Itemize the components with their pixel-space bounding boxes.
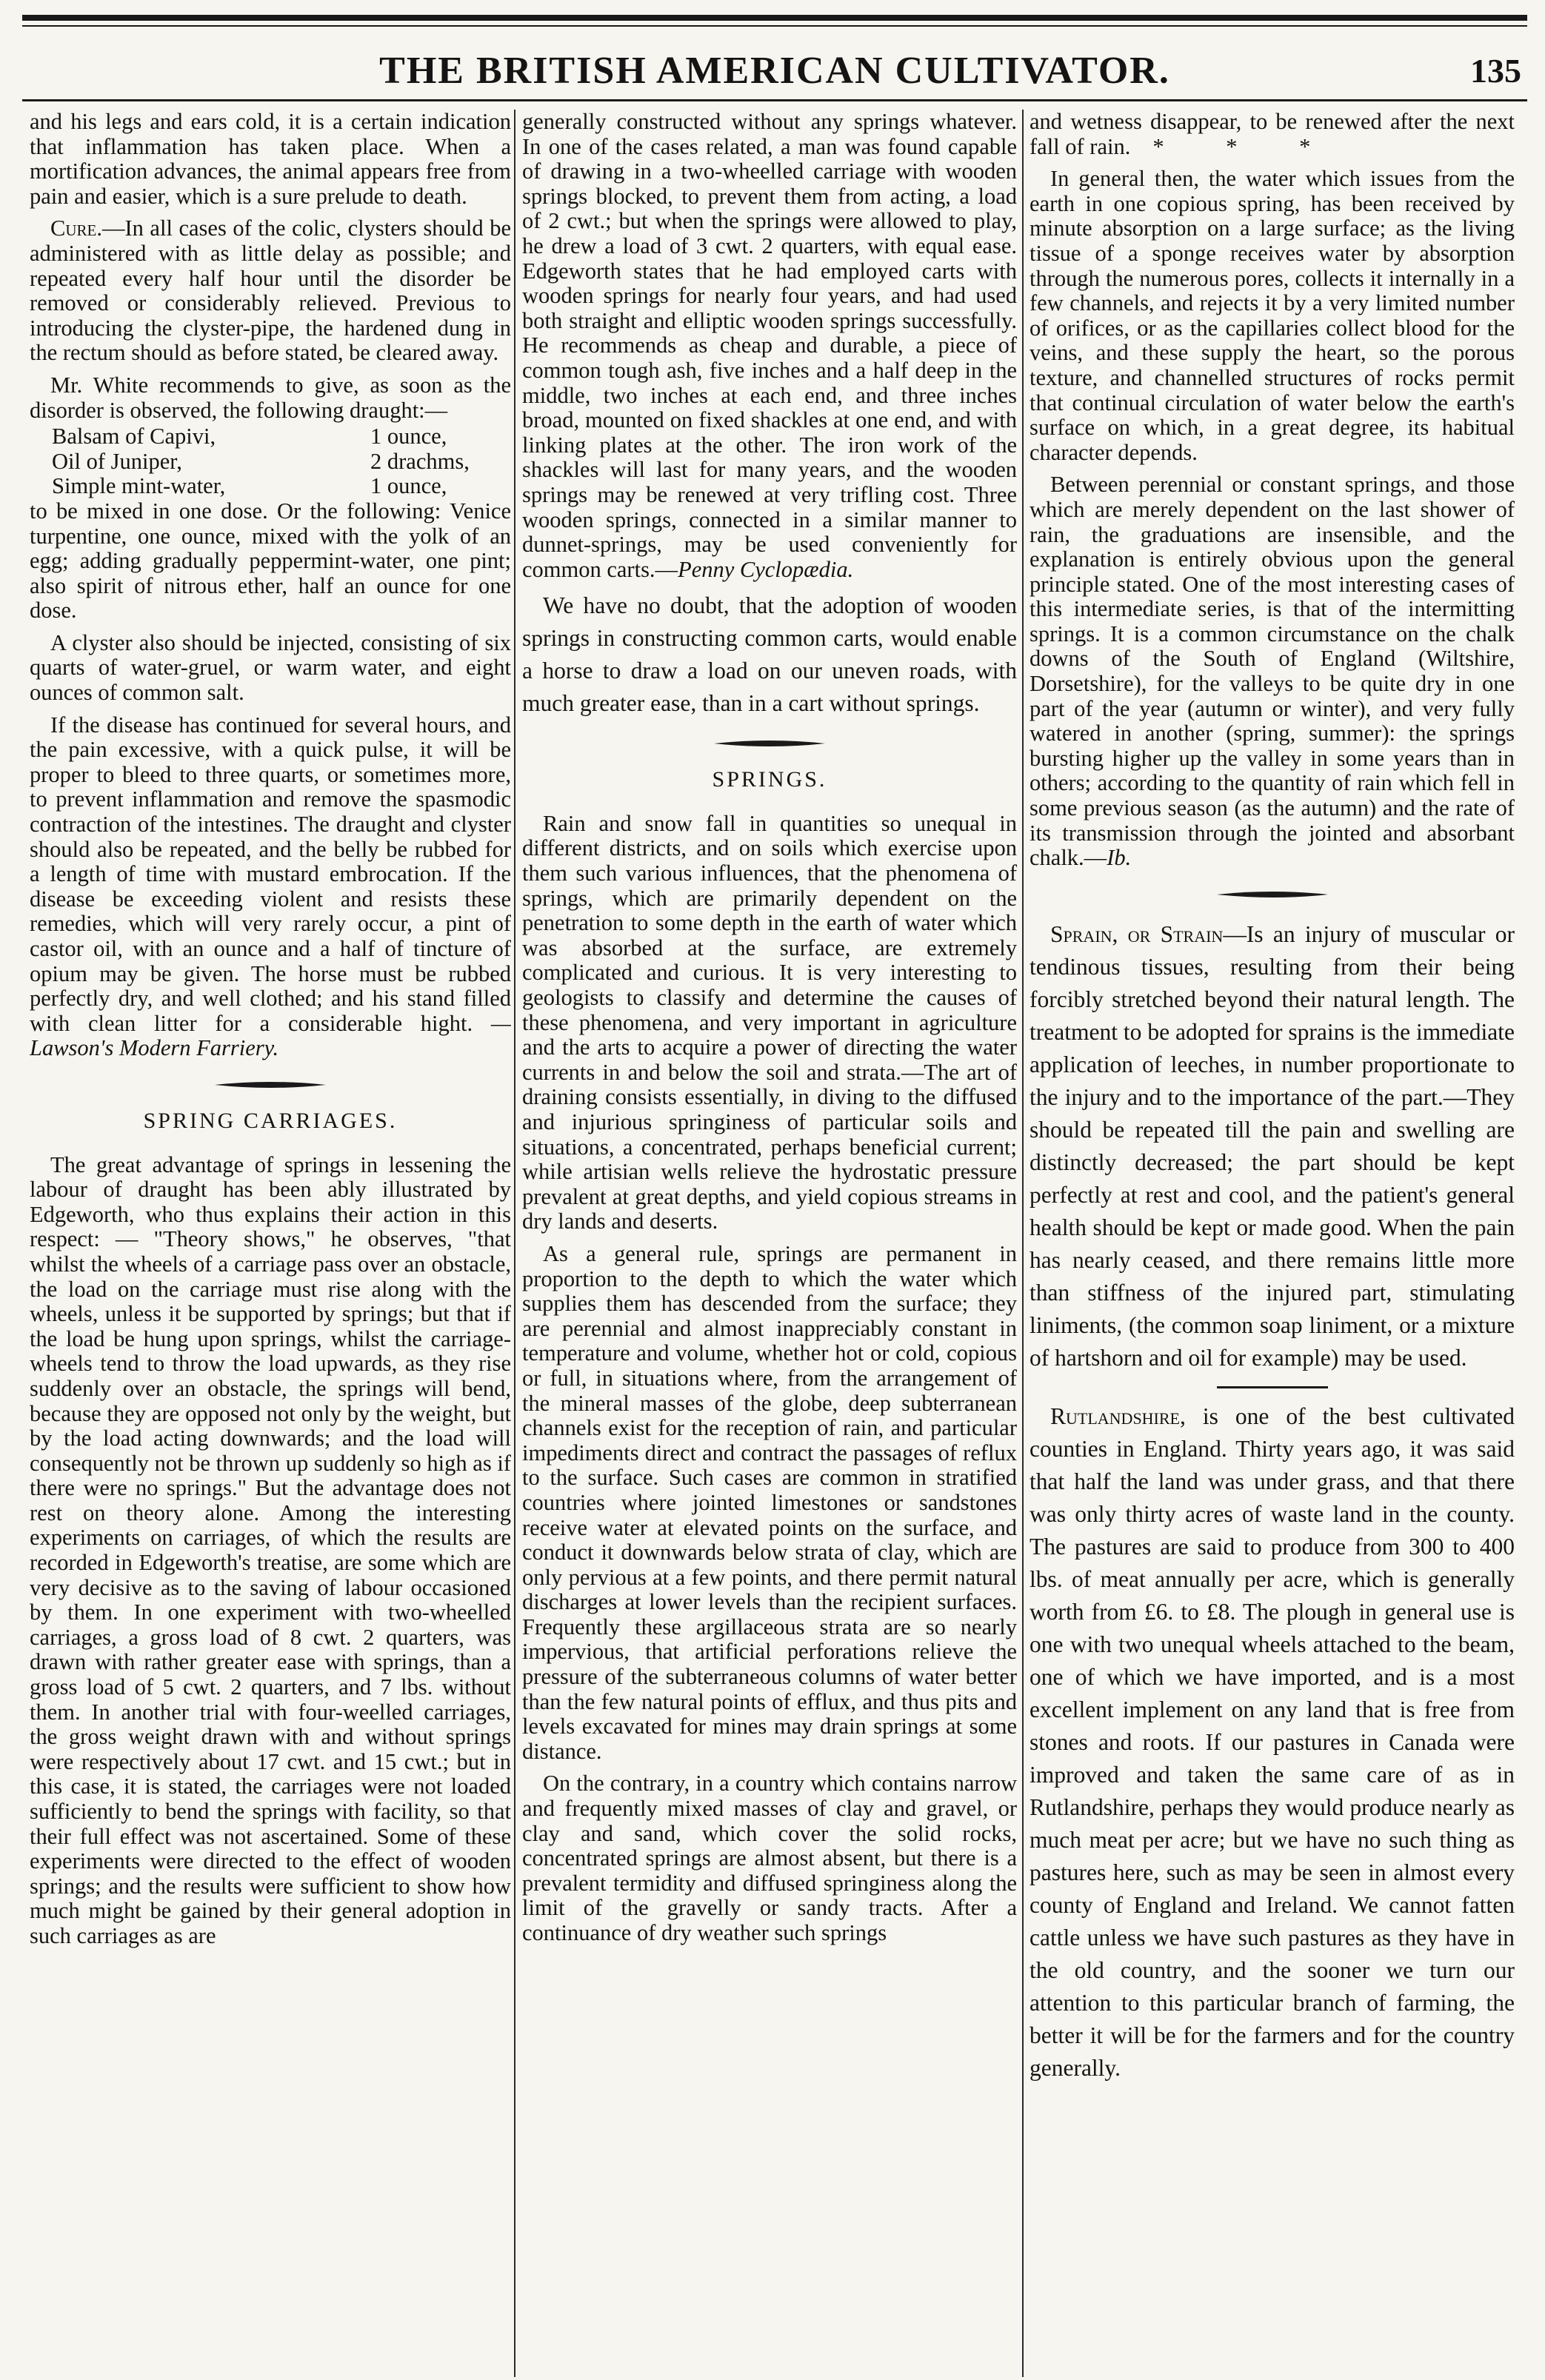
springs-general-rule-paragraph: As a general rule, springs are permanent in proportion to the depth to which the water which supplies them has descended from the surface; they are perennial and almost inappreciably constant in temperature and volume, whether hot or cold, copious or full, in situations where, from the arrangement of the mineral masses of the globe, deep subterranean channels exist for the reception of rain, and particular impediments direct and contract the passages of reflux to the surface. Such cases are common in stratified countries where jointed limestones or sandstones receive water at elevated points on the surface, and conduct it downwards below strata of clay, which are only pervious at a few points, and there permit natural discharges at lower levels than the recipient surfaces. Frequently these argillaceous strata are so nearly impervious, that artificial perforations relieve the pressure of the subterraneous columns of water better than the few natural points of efflux, and thus pits and levels excavated for mines may drain springs at some distance. <box>522 1240 1017 1764</box>
bleeding-text: If the disease has continued for several hours, and the pain excessive, with a quick pulse, it will be proper to bleed to three quarts, or sometimes more, to prevent inflammation and remove the spasmodic contraction of the intestines. The draught and clyster should also be repeated, and the belly be rubbed for a length of time with mustard embrocation. If the disease be exceeding violent and resists these remedies, which will very rarely occur, a pint of castor oil, with an ounce and a half of tincture of opium may be given. The horse must be rubbed perfectly dry, and well clothed; and his stand filled with clean litter for a considerable hight. <box>30 712 511 1036</box>
page-number: 135 <box>1470 52 1521 90</box>
dose-paragraph: to be mixed in one dose. Or the following: Venice turpentine, one ounce, mixed with the yolk of an egg; adding gradually peppermint-water, one pint; also spirit of nitrous ether, half an ounce for one dose. <box>30 498 511 624</box>
section-ornament-rule <box>714 739 825 748</box>
recipe-amount: 1 ounce, <box>370 424 447 449</box>
rutlandshire-lead: Rutlandshire, <box>1050 1403 1186 1429</box>
springs-heading: SPRINGS. <box>712 767 827 792</box>
colic-symptoms-paragraph: and his legs and ears cold, it is a certain indication that inflammation has taken place. When a mortification advances, the animal appears free from pain and easier, which is a sure prelude to death. <box>30 110 511 209</box>
wooden-springs-paragraph <box>522 110 1017 582</box>
recipe-amount: 2 drachms, <box>370 448 470 474</box>
wooden-springs-text: generally constructed without any springs whatever. In one of the cases related, a man was found capable of drawing in a two-wheelled carriage with wooden springs blocked, to prevent them from acting, a load of 2 cwt.; but when the springs were allowed to play, he drew a load of 3 cwt. 2 quarters, with equal ease. Edgeworth states that he had employed carts with wooden springs for nearly four years, and had used both straight and elliptic wooden springs successfully. He recommends as cheap and durable, a piece of common tough ash, five inches and a half deep in the middle, two inches at each end, and three inches broad, mounted on fixed shackles at one end, and with linking plates at the other. The iron work of the shackles will last for many years, and the wooden springs may be renewed at very trifling cost. Three wooden springs, connected in a similar manner to dunnet-springs, may be used conveniently for common carts.— <box>522 110 1017 582</box>
penny-cyclopaedia-attribution: Penny Cyclopædia. <box>678 556 854 582</box>
recipe-list <box>30 424 511 499</box>
column-3 <box>1030 110 1515 2376</box>
recipe-item: Oil of Juniper, <box>52 448 182 474</box>
cure-lead: Cure. <box>50 215 102 241</box>
section-ornament-rule <box>215 1080 326 1089</box>
intermitting-springs-paragraph <box>1030 472 1515 871</box>
editorial-note-paragraph: We have no doubt, that the adoption of wooden springs in constructing common carts, would enable a horse to draw a load on our uneven roads, with much greater ease, than in a cart without springs. <box>522 592 1017 717</box>
ibid-attribution: Ib. <box>1107 845 1132 871</box>
column-divider-2 <box>1022 110 1024 2377</box>
lawson-attribution: — Lawson's Modern Farriery. <box>30 1010 511 1061</box>
top-rule-thick <box>22 15 1527 21</box>
springs-intro-paragraph: Rain and snow fall in quantities so unequal in different districts, and on soils which exercise upon them such various influences, that the phenomena of springs, which are primarily dependent on the penetration to some depth in the earth of water which was absorbed at the surface, are extremely complicated and curious. It is very interesting to geologists to classify and determine the causes of these phenomena, and very important in agriculture and the arts to acquire a power of directing the water currents in and below the soil and strata.—The art of draining consists essentially, in diving to the diffused and injurious springiness of particular soils and situations, a concentrated, perhaps beneficial current; while artisian wells relieve the hydrostatic pressure prevalent at great depths, and yield copious streams in dry lands and deserts. <box>522 810 1017 1234</box>
spring-carriages-heading: SPRING CARRIAGES. <box>143 1108 398 1133</box>
short-separator-rule <box>1217 1386 1328 1388</box>
cure-paragraph <box>30 216 511 366</box>
sprain-paragraph <box>1030 918 1515 1374</box>
column-1 <box>30 110 511 2376</box>
journal-title: THE BRITISH AMERICAN CULTIVATOR. <box>379 50 1170 92</box>
section-stars: * * * <box>1152 133 1339 159</box>
sprain-lead: Sprain, or Strain <box>1050 920 1224 947</box>
column-2 <box>522 110 1017 2376</box>
wetness-text: and wetness disappear, to be renewed after the next fall of rain. <box>1030 110 1515 159</box>
springs-contrary-paragraph: On the contrary, in a country which contains narrow and frequently mixed masses of clay and gravel, or clay and sand, which cover the solid rocks, concentrated springs are almost absent, but there is a prevalent termidity and diffused springiness along the limit of the gravelly or sandy tracts. After a continuance of dry weather such springs <box>522 1771 1017 1945</box>
intermitting-text: Between perennial or constant springs, and those which are merely dependent on the last shower of rain, the graduations are insensible, and the explanation is entirely obvious upon the general principle stated. One of the most interesting cases of this intermediate series, is that of the intermitting springs. It is a common circumstance on the chalk downs of the South of England (Wiltshire, Dorsetshire), for the valleys to be quite dry in one part of the year (autumn or winter), and very fully watered in another (spring, summer): the springs bursting higher up the valley in some years than in others; according to the quantity of rain which fell in some previous season (as the autumn) and the rate of its transmission through the jointed and absorbant chalk.— <box>1030 472 1515 871</box>
white-recommends-paragraph: Mr. White recommends to give, as soon as the disorder is observed, the following draught:— <box>30 372 511 423</box>
column-divider-1 <box>514 110 515 2377</box>
wetness-paragraph <box>1030 110 1515 159</box>
cure-text: —In all cases of the colic, clysters should be administered with as little delay as possible; and repeated every half hour until the disorder be removed or considerably relieved. Previous to introducing the clyster-pipe, the hardened dung in the rectum should as before stated, be cleared away. <box>30 215 511 366</box>
header-rule <box>22 99 1527 101</box>
bleeding-paragraph <box>30 713 511 1061</box>
clyster-paragraph: A clyster also should be injected, consisting of six quarts of water-gruel, or warm water, and eight ounces of common salt. <box>30 629 511 706</box>
recipe-amount: 1 ounce, <box>370 473 447 499</box>
rutlandshire-paragraph <box>1030 1400 1515 2085</box>
running-header <box>22 47 1527 95</box>
recipe-item: Balsam of Capivi, <box>52 424 216 449</box>
spring-carriages-paragraph: The great advantage of springs in lessening the labour of draught has been ably illustrated by Edgeworth, who thus explains their action in this respect: — "Theory shows," he observes, "that whilst the wheels of a carriage pass over an obstacle, the load on the carriage must rise along with the wheels, unless it be supported by springs; but that if the load be hung upon springs, whilst the carriage-wheels tend to throw the load upwards, as they rise suddenly over an obstacle, the springs will bend, because they are opposed not only by the weight, but by the load acting downwards; and the load will consequently not be thrown up suddenly so high as if there were no springs." But the advantage does not rest on theory alone. Among the interesting experiments on carriages, of which the results are recorded in Edgeworth's treatise, are some which are very decisive as to the saving of labour occasioned by them. In one experiment with two-wheelled carriages, a gross load of 8 cwt. 2 quarters, was drawn with rather greater ease with springs, than a gross load of 5 cwt. 2 quarters, and 7 lbs. without them. In another trial with four-weelled carriages, the gross weight drawn with and without springs were respectively about 17 cwt. and 15 cwt.; but in this case, it is stated, the carriages were not loaded sufficiently to bend the springs with facility, so that their full effect was not ascertained. Some of these experiments were directed to the effect of wooden springs; and the results were sufficient to show how much might be gained by their general adoption in such carriages as are <box>30 1151 511 1948</box>
recipe-item: Simple mint-water, <box>52 473 226 499</box>
section-ornament-rule <box>1217 890 1328 899</box>
sprain-text: —Is an injury of muscular or tendinous tissues, resulting from their being forcibly stretched beyond their natural length. The treatment to be adopted for sprains is the immediate application of leeches, in number proportionate to the injury and to the importance of the part.—They should be repeated till the pain and swelling are distinctly decreased; the part should be kept perfectly at rest and cool, and the patient's general health should be kept or made good. When the pain has nearly ceased, and there remains little more than stiffness of the injured part, stimulating liniments, (the common soap liniment, or a mixture of hartshorn and oil for example) may be used. <box>1030 920 1515 1371</box>
sponge-analogy-paragraph: In general then, the water which issues from the earth in one copious spring, has been received by minute absorption on a large surface; as the living tissue of a sponge receives water by absorption through the numerous pores, collects it internally in a few channels, and rejects it by a very limited number of orifices, or as the capillaries collect blood for the veins, and these supply the heart, so the porous texture, and channelled structures of rocks permit that continual circulation of water below the earth's surface on which, in a great degree, its habitual character depends. <box>1030 166 1515 465</box>
top-rule-thin <box>22 25 1527 27</box>
rutlandshire-text: is one of the best cultivated counties in England. Thirty years ago, it was said that half the land was under grass, and that there was only thirty acres of waste land in the county. The pastures are said to produce from 300 to 400 lbs. of meat annually per acre, which is generally worth from £6. to £8. The plough in general use is one with two unequal wheels attached to the beam, one of which we have imported, and is a most excellent implement on any land that is free from stones and roots. If our pastures in Canada were improved and taken the same care of as in Rutlandshire, perhaps they would produce nearly as much meat per acre; but we have no such thing as pastures here, such as may be seen in almost every county of England and Ireland. We cannot fatten cattle unless we have such pastures as they have in the old country, and the sooner we turn our attention to this particular branch of farming, the better it will be for the farmers and for the country generally. <box>1030 1403 1515 2081</box>
